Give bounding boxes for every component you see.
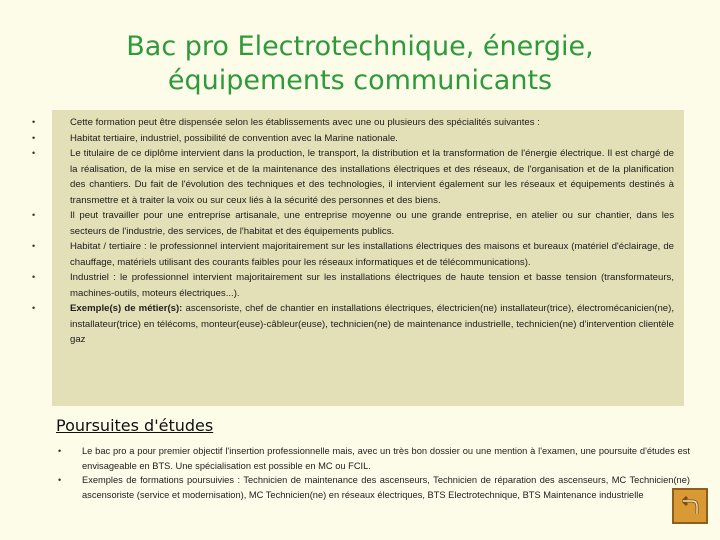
list-item: • Exemple(s) de métier(s): ascensoriste, chef de chantier en installations électriques, électricien(ne) installateur(trice), électromécanicien(ne), installateur(trice) en télécoms, monteur(euse)-câbleur(euse), technicien(ne) de maintenance industrielle, technicien(ne) d'intervention clientèle gaz [52,301,684,348]
main-list [52,115,684,348]
poursuites-list [82,444,690,502]
list-item: • Industriel : le professionnel intervient majoritairement sur les installations électriques de haute tension et basse tension (transformateurs, machines-outils, moteurs électriques...). [52,270,684,301]
slide-title: Bac pro Electrotechnique, énergie, équipements communicants [126,31,594,96]
list-item: • Exemples de formations poursuivies : Technicien de maintenance des ascenseurs, Technicien de réparation des ascenseurs, MC Technicien(ne) ascensoriste (service et modernisation), MC Technicien(ne) en réseaux électriques, BTS Electrotechnique, BTS Maintenance industrielle [82,473,690,502]
list-item: • Habitat / tertiaire : le professionnel intervient majoritairement sur les installations électriques des maisons et bureaux (matériel d'éclairage, de chauffage, matériels utilisant des courants faibles pour les réseaux informatiques et de télécommunications). [52,239,684,270]
list-item: • Habitat tertiaire, industriel, possibilité de convention avec la Marine nationale. [52,131,684,147]
section-heading: Poursuites d'études [56,416,214,435]
metiers-label: Exemple(s) de métier(s): [70,303,183,314]
list-item: • Le titulaire de ce diplôme intervient dans la production, le transport, la distribution et la transformation de l'énergie électrique. Il est chargé de la réalisation, de la mise en service et de la maintenance des installations électriques et des réseaux, de l'organisation et de la planification des chantiers. Du fait de l'évolution des techniques et des technologies, il intervient également sur les réseaux et équipements destinés à transmettre et à traiter la voix ou sur ceux liés à la sécurité des personnes et des biens. [52,146,684,208]
list-item: • Le bac pro a pour premier objectif l'insertion professionnelle mais, avec un très bon dossier ou une mention à l'examen, une poursuite d'études est envisageable en BTS. Une spécialisation est possible en MC ou FCIL. [82,444,690,473]
list-item: • Il peut travailler pour une entreprise artisanale, une entreprise moyenne ou une grande entreprise, en atelier ou sur chantier, dans les secteurs de l'industrie, des services, de l'habitat et des équipements publics. [52,208,684,239]
list-item: • Cette formation peut être dispensée selon les établissements avec une ou plusieurs des spécialités suivantes : [52,115,684,131]
return-arrow-icon [677,493,703,519]
return-button[interactable] [672,488,708,524]
